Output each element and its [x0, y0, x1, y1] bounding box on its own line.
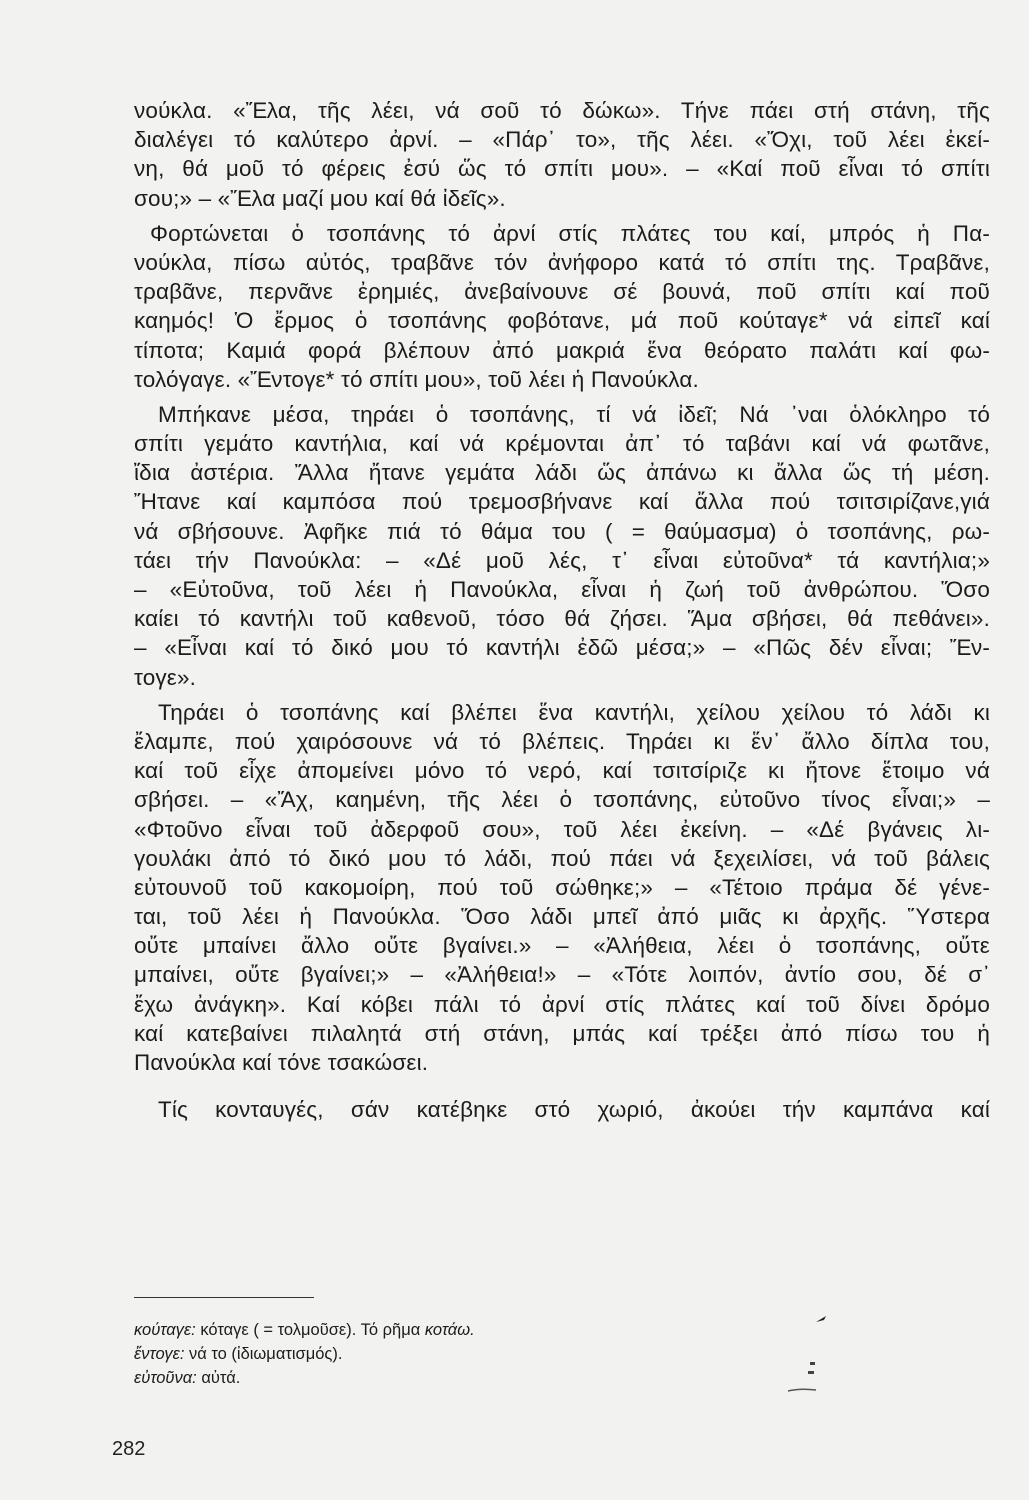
- text-line: νούκλα, πίσω αὐτός, τραβᾶνε τόν ἀνήφορο κατά τό σπίτι της. Τραβᾶνε,: [134, 249, 990, 275]
- text-line: τίποτα; Καμιά φορά βλέπουν ἀπό μακριά ἕνα θεόρατο παλάτι καί φω-: [134, 337, 990, 363]
- text-line: «Φτοῦνο εἶναι τοῦ ἀδερφοῦ σου», τοῦ λέει ἐκείνη. – «Δέ βγάνεις λι-: [134, 816, 990, 842]
- paragraph: [134, 96, 990, 213]
- text-line: νούκλα. «Ἔλα, τῆς λέει, νά σοῦ τό δώκω». Τήνε πάει στή στάνη, τῆς: [134, 98, 990, 123]
- text-line: γουλάκι ἀπό τό δικό μου τό λάδι, πού πάει νά ξεχειλίσει, νά τοῦ βάλεις: [134, 845, 990, 871]
- text-line: σβήσει. – «Ἄχ, καημένη, τῆς λέει ὁ τσοπάνης, εὐτοῦνο τίνος εἶναι;» –: [134, 787, 990, 813]
- paragraph: [134, 219, 990, 394]
- footnote-term: ἔντογε:: [134, 1345, 185, 1363]
- footnote-text: νά το (ἰδιωματισμός).: [189, 1345, 343, 1363]
- text-line: νά σβήσουνε. Ἀφῆκε πιά τό θάμα του ( = θαύμασμα) ὁ τσοπάνης, ρω-: [134, 518, 990, 544]
- text-line: διαλέγει τό καλύτερο ἀρνί. – «Πάρ᾽ το», τῆς λέει. «Ὄχι, τοῦ λέει ἐκεί-: [134, 127, 990, 153]
- text-line: Ἤτανε καί καμπόσα πού τρεμοσβήνανε καί ἄλλα πού τσιτσιρίζανε,γιά: [134, 489, 990, 515]
- text-line: – «Εὐτοῦνα, τοῦ λέει ἡ Πανούκλα, εἶναι ἡ ζωή τοῦ ἀνθρώπου. Ὅσο: [134, 577, 990, 602]
- paragraph: [134, 400, 990, 692]
- speck: [816, 1316, 826, 1322]
- text-line: Φορτώνεται ὁ τσοπάνης τό ἀρνί στίς πλάτες του καί, μπρός ἡ Πα-: [150, 220, 990, 246]
- speck: [808, 1371, 814, 1374]
- speck: [810, 1362, 815, 1365]
- text-line: Τηράει ὁ τσοπάνης καί βλέπει ἕνα καντήλι, χείλου χείλου τό λάδι κι: [158, 699, 990, 725]
- text-line: σου;» – «Ἔλα μαζί μου καί θά ἰδεῖς».: [134, 185, 506, 211]
- speck: [788, 1389, 816, 1391]
- text-line: μπαίνει, οὔτε βγαίνει;» – «Ἀλήθεια!» – «Τότε λοιπόν, ἀντίο σου, δέ σ᾽: [134, 962, 990, 988]
- text-line: καίει τό καντήλι τοῦ καθενοῦ, τόσο θά ζήσει. Ἅμα σβήσει, θά πεθάνει».: [134, 606, 990, 632]
- text-line: Μπήκανε μέσα, τηράει ὁ τσοπάνης, τί νά ἰδεῖ; Νά ᾽ναι ὁλόκληρο τό: [158, 401, 990, 427]
- text-line: Πανούκλα καί τόνε τσακώσει.: [134, 1050, 429, 1075]
- text-line: νη, θά μοῦ τό φέρεις ἐσύ ὥς τό σπίτι μου». – «Καί ποῦ εἶναι τό σπίτι: [134, 156, 990, 182]
- text-line: καημός! Ὁ ἔρμος ὁ τσοπάνης φοβότανε, μά ποῦ κούταγε* νά εἰπεῖ καί: [134, 308, 990, 334]
- paragraph: [134, 698, 990, 1077]
- footnote-text: κόταγε ( = τολμοῦσε). Τό ρῆμα: [200, 1321, 421, 1339]
- page-number: 282: [112, 1438, 146, 1460]
- footnote-term: εὐτοῦνα:: [134, 1369, 197, 1387]
- text-line: καί κατεβαίνει πιλαλητά στή στάνη, μπάς καί τρέξει ἀπό πίσω του ἡ: [134, 1020, 990, 1046]
- text-line: ται, τοῦ λέει ἡ Πανούκλα. Ὅσο λάδι μπεῖ ἀπό μιᾶς κι ἀρχῆς. Ὕστερα: [134, 904, 990, 930]
- main-text: [134, 96, 990, 1124]
- footnote: [134, 1342, 734, 1366]
- text-line: οὔτε μπαίνει ἄλλο οὔτε βγαίνει.» – «Ἀλήθεια, λέει ὁ τσοπάνης, οὔτε: [134, 933, 990, 959]
- text-line: ἔλαμπε, πού χαιρόσουνε νά τό βλέπεις. Τηράει κι ἕν᾽ ἄλλο δίπλα του,: [134, 728, 990, 754]
- footnote-term: κούταγε:: [134, 1321, 196, 1339]
- footnote-text: αὐτά.: [201, 1369, 241, 1387]
- text-line: – «Εἶναι καί τό δικό μου τό καντήλι ἐδῶ μέσα;» – «Πῶς δέν εἶναι; Ἔν-: [134, 635, 990, 661]
- text-line: ἴδια ἀστέρια. Ἄλλα ἤτανε γεμάτα λάδι ὥς ἀπάνω κι ἄλλα ὥς τή μέση.: [134, 460, 990, 486]
- text-line: σπίτι γεμάτο καντήλια, καί νά κρέμονται ἀπ᾽ τό ταβάνι καί νά φωτᾶνε,: [134, 431, 990, 457]
- text-line: τογε».: [134, 664, 197, 690]
- footnote-divider: [134, 1297, 314, 1298]
- paragraph: [134, 1095, 990, 1124]
- footnote: [134, 1366, 734, 1390]
- scan-specks: [780, 1270, 840, 1410]
- text-line: εὐτουνοῦ τοῦ κακομοίρη, πού τοῦ σώθηκε;» – «Τέτοιο πράμα δέ γένε-: [134, 874, 990, 900]
- text-line: καί τοῦ εἶχε ἀπομείνει μόνο τό νερό, καί τσιτσίριζε κι ἤτονε ἕτοιμο νά: [134, 758, 990, 784]
- footnote-term: κοτάω.: [424, 1321, 475, 1339]
- footnote: [134, 1318, 734, 1342]
- text-line: τολόγαγε. «Ἔντογε* τό σπίτι μου», τοῦ λέει ἡ Πανούκλα.: [134, 366, 699, 392]
- text-line: τραβᾶνε, περνᾶνε ἐρημιές, ἀνεβαίνουνε σέ βουνά, ποῦ σπίτι καί ποῦ: [134, 279, 990, 305]
- footnotes: [134, 1318, 734, 1390]
- text-line: ἔχω ἀνάγκη». Καί κόβει πάλι τό ἀρνί στίς πλάτες καί τοῦ δίνει δρόμο: [134, 991, 990, 1017]
- text-line: τάει τήν Πανούκλα: – «Δέ μοῦ λές, τ᾽ εἶναι εὐτοῦνα* τά καντήλια;»: [134, 547, 990, 573]
- text-line: Τίς κονταυγές, σάν κατέβηκε στό χωριό, ἀκούει τήν καμπάνα καί: [158, 1097, 990, 1123]
